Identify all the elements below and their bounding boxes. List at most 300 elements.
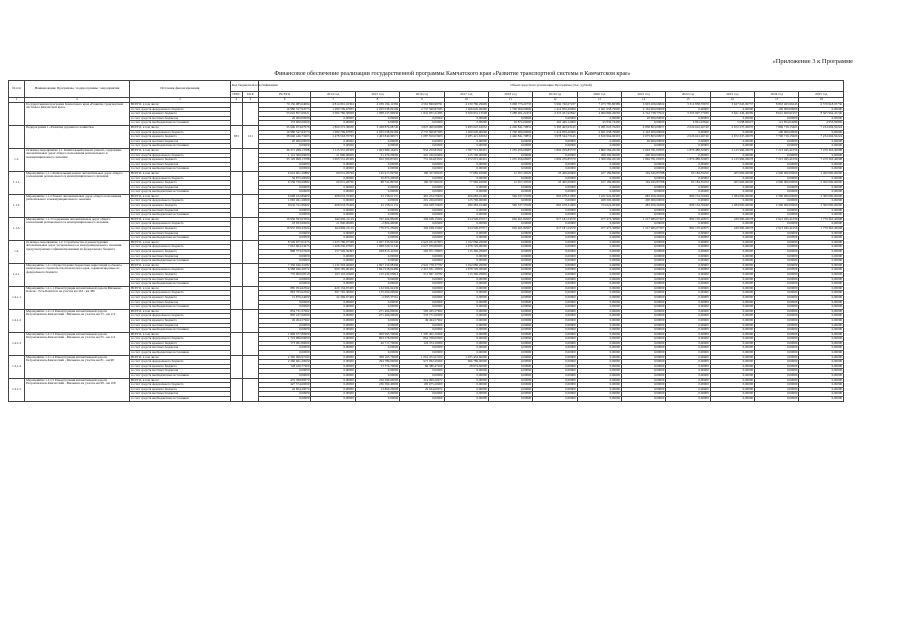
amount-year-cell: 0,00000 xyxy=(799,392,844,397)
amount-year-cell: 0,00000 xyxy=(311,351,355,356)
header-year: 2023 год xyxy=(710,92,754,98)
table-row xyxy=(9,397,844,402)
amount-year-cell: 0,00000 xyxy=(710,116,754,121)
amount-year-cell: 0,00000 xyxy=(710,392,754,397)
amount-year-cell: 0,00000 xyxy=(710,176,754,181)
amount-total-cell: 776 000,00510 xyxy=(259,272,311,277)
amount-year-cell: 436 990,26678 xyxy=(710,227,754,232)
program-name: Мероприятие 1.2.1 Осуществление бюджетных инвестиций в объекты капитального строительства Камчатского края, софинансируемые из федерального бюджета xyxy=(25,263,130,286)
amount-year-cell: 0,00000 xyxy=(577,341,621,346)
amount-year-cell: 0,00000 xyxy=(755,387,799,392)
amount-total-cell: 0,00000 xyxy=(259,259,311,264)
amount-year-cell: 0,00000 xyxy=(488,346,532,351)
funding-source: за счет средств федерального бюджета xyxy=(129,199,230,204)
grbs-code xyxy=(230,355,242,378)
amount-total-cell: 0,00000 xyxy=(259,300,311,305)
grbs-code: 833 xyxy=(230,125,242,148)
amount-year-cell: 2 004 781,09395 xyxy=(621,148,665,153)
funding-source: за счет средств местных бюджетов xyxy=(129,231,230,236)
amount-year-cell: 107 186,89000 xyxy=(577,171,621,176)
funding-source: за счет средств местных бюджетов xyxy=(129,162,230,167)
amount-year-cell: 0,00000 xyxy=(488,162,532,167)
funding-source: за счет средств внебюджетных источников xyxy=(129,328,230,333)
amount-year-cell: 2 819 964,96303 xyxy=(577,135,621,140)
amount-year-cell: 483 050,26300 xyxy=(621,204,665,209)
amount-year-cell: 0,00000 xyxy=(621,121,665,126)
amount-year-cell: 1 804 259,85579 xyxy=(533,148,577,153)
amount-year-cell: 4 039 196,12382 xyxy=(355,103,399,108)
amount-year-cell: 0,00000 xyxy=(755,139,799,144)
funding-source: за счет средств местных бюджетов xyxy=(129,369,230,374)
amount-total-cell: 0,00000 xyxy=(259,167,311,172)
amount-total-cell: 56 875,20000 xyxy=(259,176,311,181)
amount-year-cell: 0,00000 xyxy=(311,318,355,323)
amount-year-cell: 0,00000 xyxy=(488,337,532,342)
amount-year-cell: 0,00000 xyxy=(666,369,710,374)
amount-year-cell: 0,00000 xyxy=(710,282,754,287)
amount-year-cell: 0,00000 xyxy=(755,240,799,245)
csr-code xyxy=(242,103,258,126)
amount-year-cell: 0,00000 xyxy=(710,250,754,255)
funding-source: за счет средств местных бюджетов xyxy=(129,323,230,328)
amount-year-cell: 7 479 363,40098 xyxy=(799,158,844,163)
amount-year-cell: 1 403 840,99571 xyxy=(355,135,399,140)
amount-year-cell: 0,00000 xyxy=(488,286,532,291)
amount-year-cell: 2 035 038,09169 xyxy=(355,107,399,112)
amount-year-cell: 0,00000 xyxy=(533,236,577,241)
amount-year-cell: 770 071,25600 xyxy=(355,227,399,232)
funding-source: за счет средств внебюджетных источников xyxy=(129,167,230,172)
amount-year-cell: 0,00000 xyxy=(311,208,355,213)
amount-year-cell: 0,00000 xyxy=(666,360,710,365)
amount-year-cell: 0,00000 xyxy=(621,360,665,365)
amount-year-cell: 8 565 964,45740 xyxy=(799,112,844,117)
amount-year-cell: 1 280 709,67835 xyxy=(311,107,355,112)
amount-year-cell: 7 479 363,40098 xyxy=(799,148,844,153)
amount-year-cell: 0,00000 xyxy=(400,222,444,227)
amount-total-cell: 16 980 527,94773 xyxy=(259,107,311,112)
amount-year-cell: 125 700,00000 xyxy=(444,153,488,158)
amount-year-cell: 0,00000 xyxy=(799,259,844,264)
amount-total-cell: 9 698 102,89402 xyxy=(259,194,311,199)
amount-year-cell: 0,00000 xyxy=(621,300,665,305)
amount-total-cell: 0,00000 xyxy=(259,254,311,259)
amount-year-cell: 0,00000 xyxy=(533,153,577,158)
amount-year-cell: 0,00000 xyxy=(533,208,577,213)
amount-year-cell: 262 449,12000 xyxy=(533,121,577,126)
amount-year-cell: 0,00000 xyxy=(311,309,355,314)
amount-year-cell: 0,00000 xyxy=(710,378,754,383)
funding-source: за счет средств федерального бюджета xyxy=(129,314,230,319)
amount-total-cell: 0,00000 xyxy=(259,392,311,397)
funding-source: за счет средств федерального бюджета xyxy=(129,383,230,388)
amount-year-cell: 0,00000 xyxy=(488,300,532,305)
amount-year-cell: 0,00000 xyxy=(533,199,577,204)
funding-source: за счет средств федерального бюджета xyxy=(129,268,230,273)
amount-year-cell: 952 250,83502 xyxy=(400,148,444,153)
amount-year-cell: 0,00000 xyxy=(755,190,799,195)
amount-year-cell: 0,00000 xyxy=(799,208,844,213)
amount-total-cell: 0,00000 xyxy=(259,190,311,195)
amount-year-cell: 60 031,28790 xyxy=(311,181,355,186)
amount-year-cell: 996 780,00000 xyxy=(444,360,488,365)
amount-year-cell: 0,00000 xyxy=(621,383,665,388)
amount-year-cell: 0,00000 xyxy=(311,121,355,126)
amount-year-cell: 0,00000 xyxy=(755,176,799,181)
funding-source: ВСЕГО, в том числе: xyxy=(129,240,230,245)
amount-year-cell: 0,00000 xyxy=(488,236,532,241)
amount-year-cell: 0,00000 xyxy=(755,162,799,167)
amount-year-cell: 0,00000 xyxy=(444,291,488,296)
amount-year-cell: 0,00000 xyxy=(533,295,577,300)
amount-year-cell: 2 672 237,20670 xyxy=(710,135,754,140)
amount-year-cell: 2 163 000,00000 xyxy=(621,130,665,135)
funding-source: за счет средств краевого бюджета xyxy=(129,387,230,392)
amount-year-cell: 0,00000 xyxy=(755,309,799,314)
amount-year-cell: 8 863 463,96243 xyxy=(755,103,799,108)
amount-year-cell: 0,00000 xyxy=(533,250,577,255)
amount-year-cell: 0,00000 xyxy=(710,369,754,374)
amount-year-cell: 0,00000 xyxy=(311,314,355,319)
amount-year-cell: 2 461 058,79900 xyxy=(577,107,621,112)
amount-total-cell: 35 129 998,13788 xyxy=(259,158,311,163)
amount-year-cell: 180 357,98100 xyxy=(400,181,444,186)
funding-source: за счет средств краевого бюджета xyxy=(129,158,230,163)
amount-year-cell: 0,00000 xyxy=(444,176,488,181)
amount-year-cell: 0,00000 xyxy=(400,116,444,121)
amount-year-cell: 0,00000 xyxy=(311,323,355,328)
amount-year-cell: 0,00000 xyxy=(577,245,621,250)
amount-year-cell: 0,00000 xyxy=(710,332,754,337)
amount-year-cell: 0,00000 xyxy=(666,337,710,342)
amount-year-cell: 0,00000 xyxy=(755,295,799,300)
amount-year-cell: 91 158,21131 xyxy=(355,204,399,209)
amount-year-cell: 4 966 890,26059 xyxy=(577,112,621,117)
amount-year-cell: 0,00000 xyxy=(444,116,488,121)
amount-year-cell: 0,00000 xyxy=(533,332,577,337)
amount-year-cell: 0,00000 xyxy=(666,116,710,121)
amount-year-cell: 0,00000 xyxy=(488,240,532,245)
amount-year-cell: 0,00000 xyxy=(444,162,488,167)
amount-total-cell: 0,00000 xyxy=(259,213,311,218)
amount-year-cell: 0,00000 xyxy=(488,305,532,310)
amount-year-cell: 0,00000 xyxy=(488,144,532,149)
amount-year-cell: 29 024,00072 xyxy=(400,387,444,392)
amount-year-cell: 0,00000 xyxy=(755,263,799,268)
amount-year-cell: 0,00000 xyxy=(533,383,577,388)
amount-total-cell: 0,00000 xyxy=(259,351,311,356)
amount-year-cell: 0,00000 xyxy=(533,323,577,328)
amount-year-cell: 646 666,21119 xyxy=(311,217,355,222)
amount-year-cell: 0,00000 xyxy=(621,282,665,287)
amount-year-cell: 2 675 803,00957 xyxy=(621,135,665,140)
amount-year-cell: 0,00000 xyxy=(799,374,844,379)
funding-source: за счет средств федерального бюджета xyxy=(129,153,230,158)
csr-code xyxy=(242,309,258,332)
header-code-group: Код бюджетной классификации xyxy=(230,81,258,92)
amount-year-cell: 2 300 000,00000 xyxy=(755,194,799,199)
amount-year-cell: 0,00000 xyxy=(533,305,577,310)
amount-year-cell: 0,00000 xyxy=(488,259,532,264)
amount-year-cell: 683 050,26300 xyxy=(621,194,665,199)
amount-year-cell: 0,00000 xyxy=(621,240,665,245)
funding-source: ВСЕГО, в том числе: xyxy=(129,148,230,153)
amount-year-cell: 0,00000 xyxy=(444,323,488,328)
amount-year-cell: 0,00000 xyxy=(355,167,399,172)
program-name: Мероприятие 1.1.3 Содержание автомобильных дорог общего пользования регионального и межмуниципального значения xyxy=(25,217,130,240)
amount-year-cell: 1 414 859,20000 xyxy=(533,107,577,112)
funding-source: за счет средств местных бюджетов xyxy=(129,185,230,190)
amount-year-cell: 408 633,70400 xyxy=(311,194,355,199)
amount-year-cell: 1 093 531,20309 xyxy=(311,158,355,163)
program-name: Государственная программа Камчатского края «Развитие транспортной системы в Камчатском крае» xyxy=(25,103,130,126)
amount-total-cell: 0,00000 xyxy=(259,208,311,213)
amount-year-cell: 0,00000 xyxy=(533,328,577,333)
amount-year-cell: 0,00000 xyxy=(488,314,532,319)
program-name: Подпрограмма 1 «Развитие дорожного хозяйства» xyxy=(25,125,130,148)
amount-year-cell: 638 813,41000 xyxy=(355,250,399,255)
amount-year-cell: 2 000 000,00000 xyxy=(755,171,799,176)
amount-year-cell: 0,00000 xyxy=(666,300,710,305)
amount-year-cell: 0,00000 xyxy=(755,286,799,291)
amount-year-cell: 0,00000 xyxy=(621,337,665,342)
amount-year-cell: 0,00000 xyxy=(533,259,577,264)
funding-source: за счет средств краевого бюджета xyxy=(129,318,230,323)
amount-year-cell: 132 004,62439 xyxy=(355,286,399,291)
csr-code xyxy=(242,194,258,217)
amount-year-cell: 0,00000 xyxy=(799,116,844,121)
amount-year-cell: 498 300,00000 xyxy=(577,199,621,204)
amount-year-cell: 13 374,70000 xyxy=(355,364,399,369)
column-index-cell: 15 xyxy=(666,98,710,103)
amount-total-cell: 0,00000 xyxy=(259,397,311,402)
amount-year-cell: 863 278,00000 xyxy=(355,337,399,342)
amount-year-cell: 909 995,70000 xyxy=(355,332,399,337)
row-number xyxy=(9,125,25,148)
funding-source: за счет средств федерального бюджета xyxy=(129,337,230,342)
amount-total-cell: 53 022 857,69321 xyxy=(259,112,311,117)
amount-year-cell: 0,00000 xyxy=(755,300,799,305)
amount-year-cell: 0,00000 xyxy=(577,364,621,369)
amount-year-cell: 498 300,00000 xyxy=(577,153,621,158)
amount-total-cell: 0,00000 xyxy=(259,374,311,379)
amount-year-cell: 0,00000 xyxy=(311,387,355,392)
amount-year-cell: 113 366,29000 xyxy=(444,250,488,255)
amount-year-cell: 2 300 000,00000 xyxy=(799,204,844,209)
amount-year-cell: 0,00000 xyxy=(355,328,399,333)
amount-year-cell: 0,00000 xyxy=(311,300,355,305)
amount-year-cell: 0,00000 xyxy=(755,314,799,319)
amount-year-cell: 0,00000 xyxy=(488,277,532,282)
funding-source: за счет средств краевого бюджета xyxy=(129,112,230,117)
amount-year-cell: 2 285 421,63652 xyxy=(444,135,488,140)
funding-source: за счет средств местных бюджетов xyxy=(129,392,230,397)
amount-year-cell: 0,00000 xyxy=(621,378,665,383)
amount-year-cell: 0,00000 xyxy=(311,144,355,149)
amount-year-cell: 0,00000 xyxy=(710,190,754,195)
header-year: 2015 год xyxy=(355,92,399,98)
amount-year-cell: 1 025 454,60000 xyxy=(444,355,488,360)
amount-year-cell: 0,00000 xyxy=(444,231,488,236)
funding-table-container xyxy=(8,80,844,402)
amount-year-cell: 0,00000 xyxy=(444,309,488,314)
amount-year-cell: 0,00000 xyxy=(621,332,665,337)
grbs-code xyxy=(230,378,242,401)
amount-year-cell: 264 028,70400 xyxy=(400,204,444,209)
amount-total-cell: 2 395 090,97200 xyxy=(259,355,311,360)
amount-total-cell: 1 899 077,80000 xyxy=(259,332,311,337)
amount-year-cell: 0,00000 xyxy=(311,346,355,351)
amount-year-cell: 0,00000 xyxy=(755,185,799,190)
amount-year-cell: 1 876 489,32065 xyxy=(666,148,710,153)
amount-year-cell: 0,00000 xyxy=(799,318,844,323)
amount-year-cell: 0,00000 xyxy=(755,272,799,277)
amount-year-cell: 0,00000 xyxy=(666,387,710,392)
amount-year-cell: 0,00000 xyxy=(577,139,621,144)
amount-year-cell: 1 860 272,38630 xyxy=(311,125,355,130)
amount-year-cell: 56 875,20000 xyxy=(355,176,399,181)
amount-year-cell: 0,00000 xyxy=(577,190,621,195)
amount-year-cell: 0,00000 xyxy=(621,144,665,149)
amount-year-cell: 1 425 780,07328 xyxy=(311,240,355,245)
amount-year-cell: 0,00000 xyxy=(666,397,710,402)
row-number: 1.1. xyxy=(9,148,25,171)
amount-year-cell: 0,00000 xyxy=(755,337,799,342)
amount-year-cell: 0,00000 xyxy=(533,176,577,181)
amount-year-cell: 0,00000 xyxy=(533,167,577,172)
amount-year-cell: 0,00000 xyxy=(666,208,710,213)
column-index-cell: 16 xyxy=(710,98,754,103)
amount-year-cell: 1 087 810,03603 xyxy=(400,135,444,140)
amount-year-cell: 1 585 402,10000 xyxy=(400,332,444,337)
amount-year-cell: 190 975,20000 xyxy=(400,383,444,388)
funding-source: за счет средств внебюджетных источников xyxy=(129,121,230,126)
amount-year-cell: 0,00000 xyxy=(755,291,799,296)
amount-year-cell: 0,00000 xyxy=(355,190,399,195)
amount-year-cell: 0,00000 xyxy=(444,213,488,218)
amount-year-cell: 0,00000 xyxy=(533,231,577,236)
amount-total-cell: 7 661 604,54275 xyxy=(259,245,311,250)
header-total: ВСЕГО xyxy=(259,92,311,98)
amount-year-cell: 4 200 841,70831 xyxy=(488,125,532,130)
amount-year-cell: 0,00000 xyxy=(755,369,799,374)
amount-year-cell: 1 804 259,85579 xyxy=(533,158,577,163)
amount-year-cell: 0,00000 xyxy=(444,286,488,291)
funding-source: за счет средств федерального бюджета xyxy=(129,130,230,135)
amount-year-cell: 0,00000 xyxy=(755,341,799,346)
funding-source: за счет средств федерального бюджета xyxy=(129,222,230,227)
amount-year-cell: 1 760 000,00000 xyxy=(488,130,532,135)
amount-year-cell: 0,00000 xyxy=(666,323,710,328)
amount-year-cell: -2 866,40000 xyxy=(355,222,399,227)
amount-year-cell: 0,00000 xyxy=(577,378,621,383)
amount-year-cell: 0,00000 xyxy=(400,291,444,296)
header-year: 2019 год xyxy=(533,92,577,98)
amount-year-cell: 100 000,00000 xyxy=(755,107,799,112)
amount-year-cell: 1 779 363,40098 xyxy=(799,217,844,222)
amount-year-cell: 0,00000 xyxy=(799,130,844,135)
amount-year-cell: 0,00000 xyxy=(533,387,577,392)
appendix-label: «Приложение 3 к Программе xyxy=(772,58,853,65)
amount-total-cell: 8 549 977,61275 xyxy=(259,240,311,245)
funding-source: за счет средств внебюджетных источников xyxy=(129,374,230,379)
amount-year-cell: 0,00000 xyxy=(488,355,532,360)
csr-code xyxy=(242,355,258,378)
header-amount-group: Объем средств на реализацию Программы (тыс. рублей) xyxy=(259,81,844,92)
amount-year-cell: 1 478 563,70795 xyxy=(311,135,355,140)
amount-year-cell: 0,00000 xyxy=(488,309,532,314)
amount-year-cell: 0,00000 xyxy=(311,341,355,346)
amount-year-cell: 219 999,20072 xyxy=(400,378,444,383)
amount-year-cell: 0,00000 xyxy=(666,268,710,273)
amount-year-cell: 0,00000 xyxy=(488,364,532,369)
amount-total-cell: 805 237,00000 xyxy=(259,314,311,319)
funding-source: ВСЕГО, в том числе: xyxy=(129,194,230,199)
amount-year-cell: 0,00000 xyxy=(710,323,754,328)
funding-source: за счет средств внебюджетных источников xyxy=(129,144,230,149)
amount-year-cell: 0,00000 xyxy=(799,341,844,346)
amount-year-cell: 0,00000 xyxy=(577,305,621,310)
amount-year-cell: 0,00000 xyxy=(755,378,799,383)
amount-year-cell: 0,00000 xyxy=(755,213,799,218)
amount-year-cell: 0,00000 xyxy=(799,176,844,181)
amount-year-cell: 1 779 363,40098 xyxy=(799,227,844,232)
row-number: 1.2.1. xyxy=(9,263,25,286)
column-index-cell: 1 xyxy=(9,98,25,103)
grbs-code xyxy=(230,332,242,355)
amount-year-cell: 0,00000 xyxy=(755,323,799,328)
amount-year-cell: 0,00000 xyxy=(488,213,532,218)
amount-year-cell: 5 400 000,00000 xyxy=(799,181,844,186)
amount-year-cell: 2 607 333,92346 xyxy=(355,240,399,245)
amount-year-cell: 0,00000 xyxy=(621,351,665,356)
amount-year-cell: 0,00000 xyxy=(799,369,844,374)
amount-total-cell: 0,00000 xyxy=(259,305,311,310)
amount-year-cell: 0,00000 xyxy=(799,314,844,319)
amount-total-cell: 0,00000 xyxy=(259,236,311,241)
amount-year-cell: 12 657,30520 xyxy=(488,171,532,176)
amount-year-cell: 2 125 990,26678 xyxy=(710,148,754,153)
amount-year-cell: 0,00000 xyxy=(799,245,844,250)
amount-year-cell: 7 215 045,41056 xyxy=(755,148,799,153)
program-name: Мероприятие 1.2.1.1 Реконструкция автомобильной дороги Мильково - Ключи - Усть-Камчатск на участке км 363 - км 380 xyxy=(25,286,130,309)
amount-year-cell: 0,00000 xyxy=(666,213,710,218)
funding-source: за счет средств внебюджетных источников xyxy=(129,190,230,195)
header-year: 2018 год xyxy=(488,92,532,98)
amount-year-cell: 1 192 086,29000 xyxy=(444,263,488,268)
amount-year-cell: 236 599,40000 xyxy=(355,383,399,388)
amount-year-cell: 0,00000 xyxy=(799,291,844,296)
amount-year-cell: 0,00000 xyxy=(488,167,532,172)
amount-year-cell: 0,00000 xyxy=(755,144,799,149)
amount-year-cell: 0,00000 xyxy=(621,185,665,190)
amount-year-cell: 0,00000 xyxy=(400,236,444,241)
amount-year-cell: 0,00000 xyxy=(799,263,844,268)
amount-year-cell: 2 627 959,89000 xyxy=(400,245,444,250)
amount-year-cell: 0,00000 xyxy=(400,282,444,287)
amount-year-cell: 2 461 058,79900 xyxy=(577,130,621,135)
amount-year-cell: 0,00000 xyxy=(799,236,844,241)
amount-total-cell: 20 000,00000 xyxy=(259,139,311,144)
amount-year-cell: 0,00000 xyxy=(799,199,844,204)
amount-year-cell: 0,00000 xyxy=(710,268,754,273)
amount-total-cell: 0,00000 xyxy=(259,282,311,287)
amount-year-cell: 0,00000 xyxy=(621,259,665,264)
amount-year-cell: 0,00000 xyxy=(488,245,532,250)
header-source: Источник финансирования xyxy=(129,81,230,98)
amount-year-cell: 2 300 000,00000 xyxy=(755,204,799,209)
amount-year-cell: 0,00000 xyxy=(710,144,754,149)
